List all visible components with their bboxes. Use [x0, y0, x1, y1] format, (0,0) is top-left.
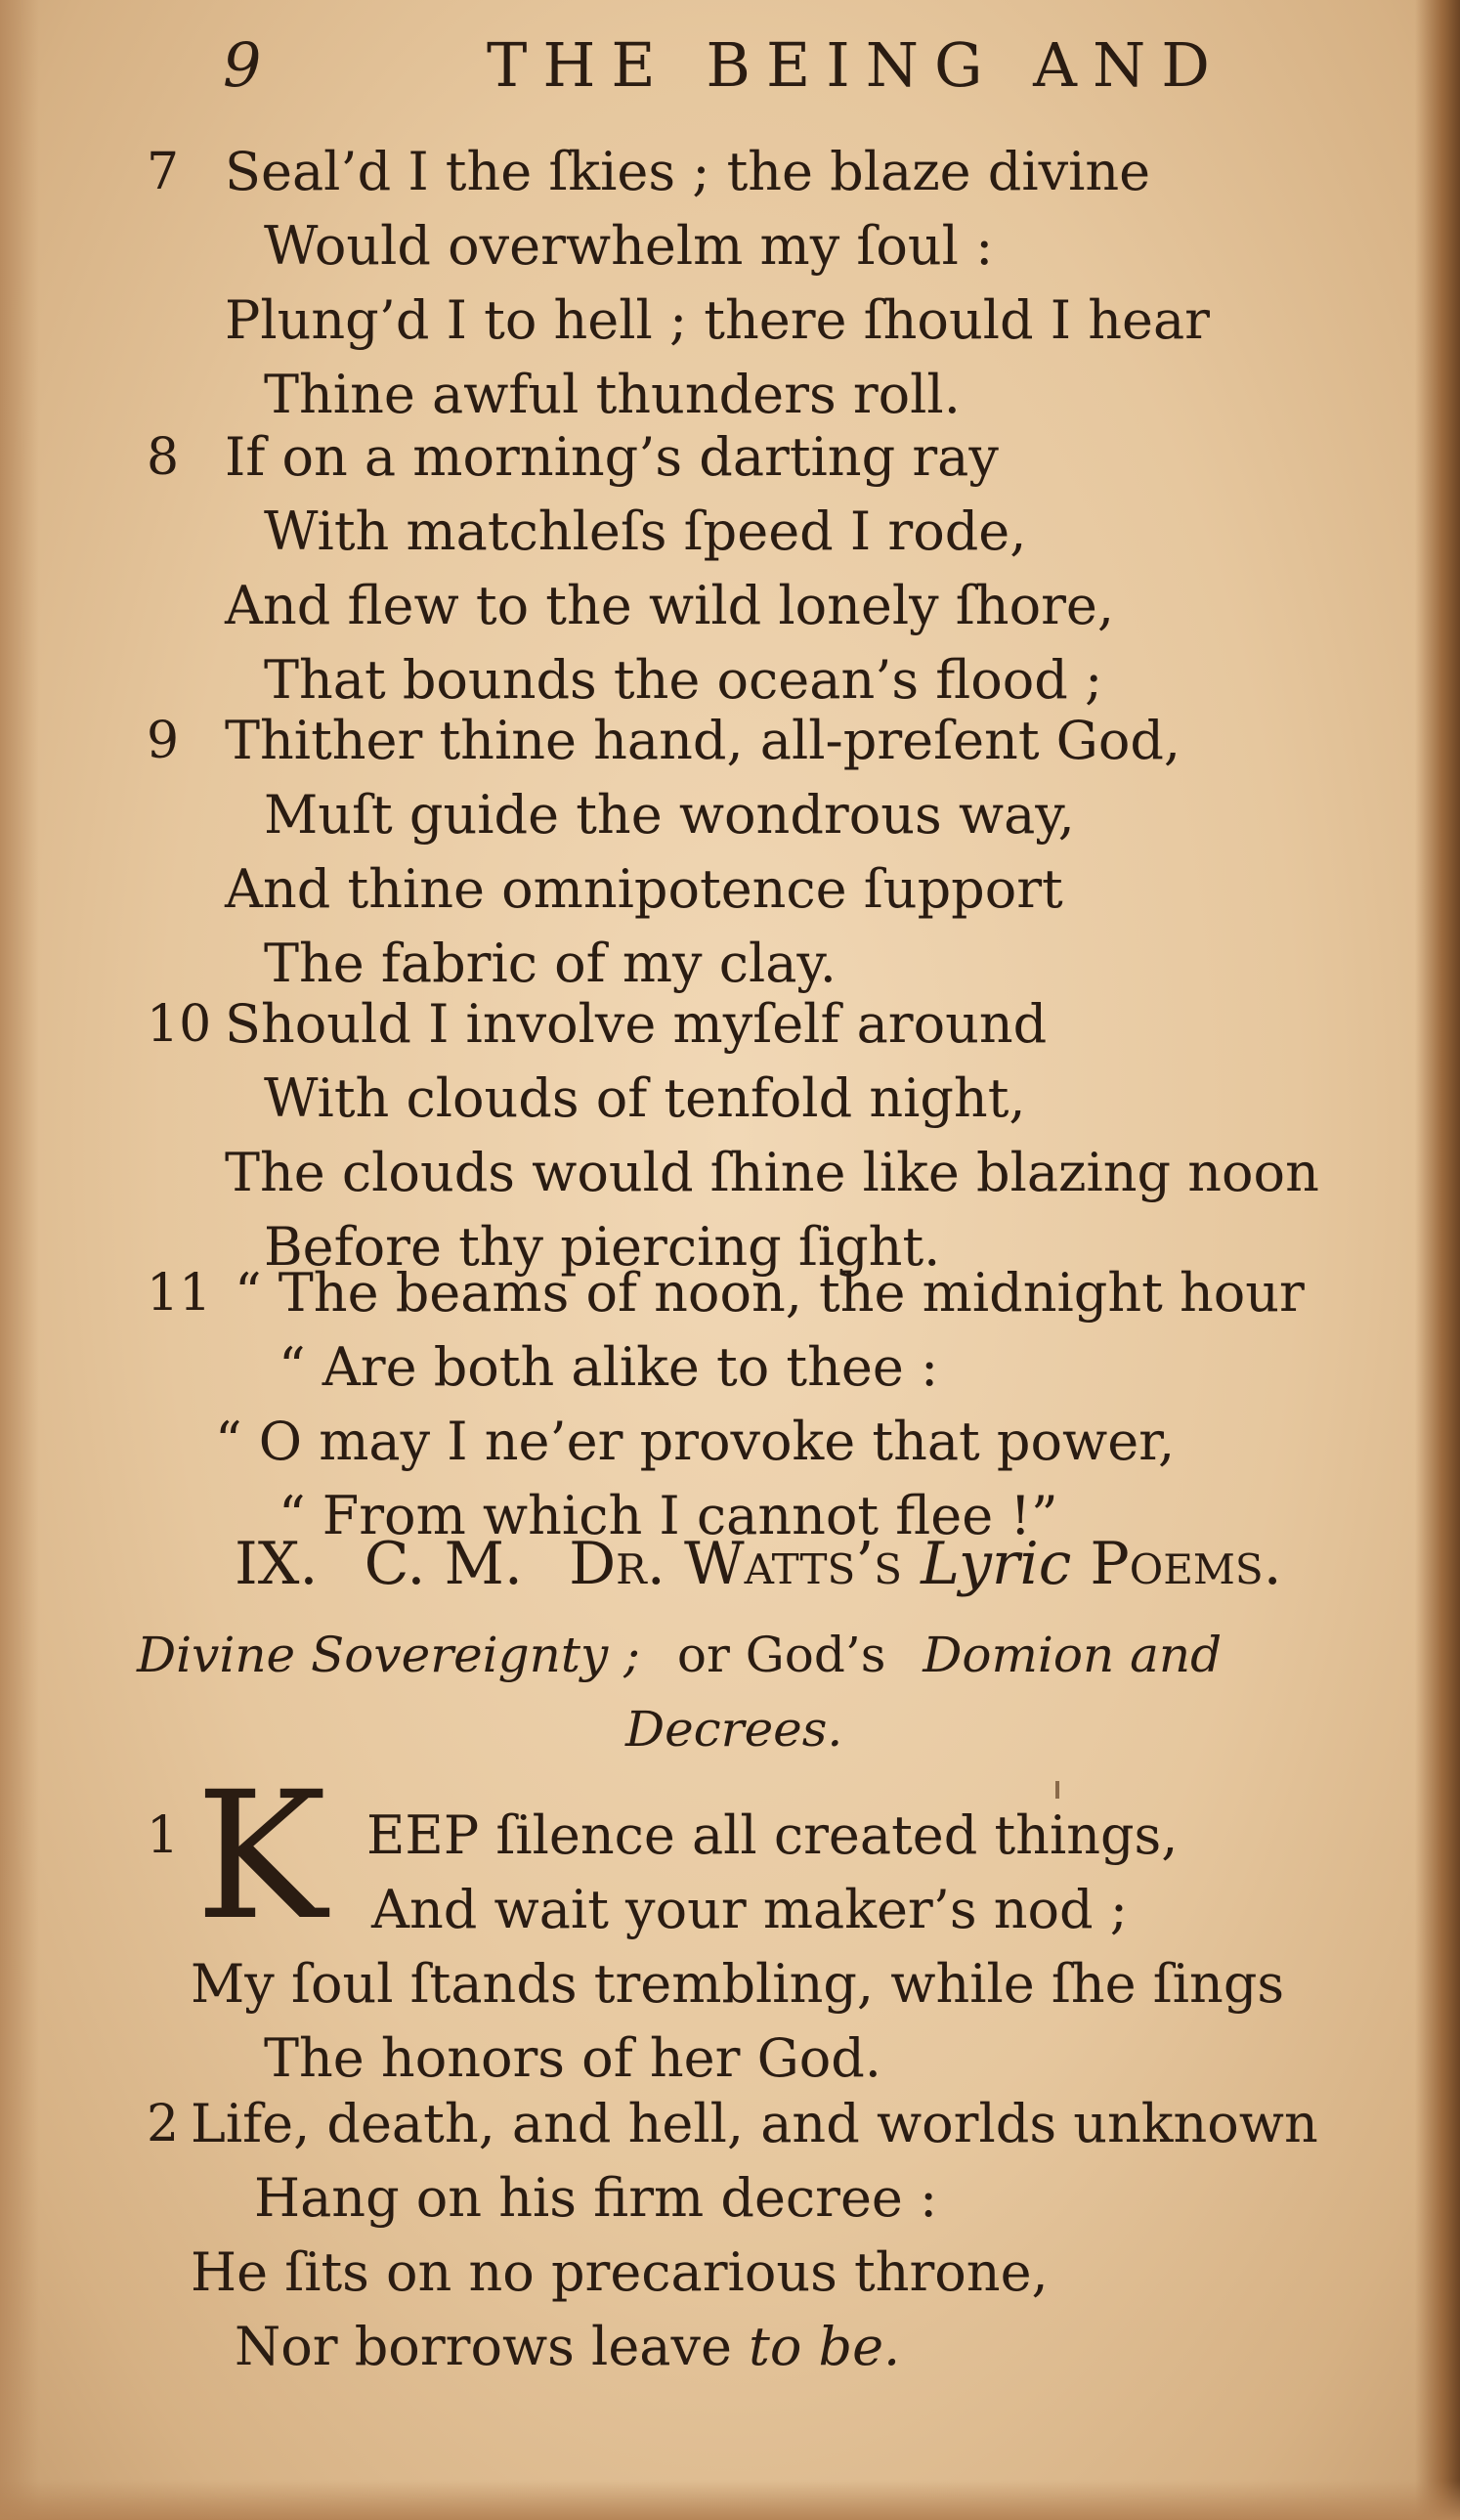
stanza-7: [147, 135, 1378, 432]
hymn-source: Poems.: [1090, 1530, 1282, 1598]
verse-line: The honors of her God.: [264, 2027, 881, 2089]
subtitle-part-2: or God’s: [676, 1627, 886, 1683]
stanza-number: 1: [147, 1806, 180, 1865]
hymn-meter: C. M.: [364, 1530, 523, 1598]
hymn-stanza-1: [147, 1799, 1378, 2096]
stanza-number: 11: [147, 1264, 212, 1323]
hymn-subtitle: [137, 1623, 1368, 1687]
verse-line: Would overwhelm my ſoul :: [264, 215, 994, 277]
verse-line: “ O may I ne’er provoke that power,: [215, 1411, 1176, 1472]
verse-line: And wait your maker’s nod ;: [371, 1879, 1128, 1940]
verse-line: Life, death, and hell, and worlds unknown: [191, 2093, 1318, 2154]
page-header: [223, 22, 1225, 109]
verse-line: If on a morning’s darting ray: [225, 426, 999, 488]
verse-line: He ſits on no precarious throne,: [191, 2241, 1049, 2303]
page-number: 9: [223, 29, 262, 101]
stanza-9: [147, 704, 1378, 1001]
page-shadow-left: [0, 0, 39, 2520]
page-shadow-bottom: [0, 2481, 1460, 2520]
verse-line: With clouds of tenfold night,: [264, 1067, 1026, 1129]
printer-mark: [1055, 1781, 1059, 1799]
hymn-subtitle-line-2: Decrees.: [625, 1701, 843, 1758]
verse-line-italic: to be.: [749, 2316, 901, 2377]
subtitle-part-1: Divine Sovereignty ;: [137, 1627, 640, 1683]
verse-line: “ The beams of noon, the midnight hour: [235, 1262, 1305, 1324]
stanza-number: 7: [147, 143, 180, 201]
stanza-10: [147, 987, 1378, 1284]
running-title: THE BEING AND: [487, 29, 1225, 101]
verse-line: With matchleſs ſpeed I rode,: [264, 500, 1027, 562]
verse-line: Hang on his firm decree :: [254, 2167, 938, 2229]
hymn-source-italic: Lyric: [921, 1530, 1072, 1598]
verse-line: The fabric of my clay.: [264, 933, 837, 994]
stanza-number: 8: [147, 428, 180, 487]
verse-line: “ Are both alike to thee :: [279, 1336, 939, 1398]
verse-line: “ From which I cannot flee !”: [279, 1485, 1058, 1546]
verse-line: Thine awful thunders roll.: [264, 364, 961, 425]
verse-line-last: [235, 2310, 900, 2384]
hymn-author: Dr. Watts’s: [569, 1530, 903, 1598]
drop-cap: K: [195, 1755, 327, 1959]
subtitle-part-3: Domion and: [923, 1627, 1223, 1683]
verse-line: And thine omnipotence ſupport: [225, 858, 1063, 920]
page-binding-edge: [1415, 0, 1460, 2520]
verse-line: And flew to the wild lonely ſhore,: [225, 575, 1115, 636]
stanza-number: 10: [147, 995, 212, 1054]
verse-line: Seal’d I the ſkies ; the blaze divine: [225, 141, 1151, 202]
stanza-11: [147, 1256, 1378, 1553]
verse-line: Plung’d I to hell ; there ſhould I hear: [225, 289, 1210, 351]
hymn-numeral: IX.: [235, 1530, 319, 1598]
stanza-number: 9: [147, 712, 180, 770]
verse-line: Muſt guide the wondrous way,: [264, 784, 1075, 846]
stanza-8: [147, 420, 1378, 717]
verse-line: EEP ſilence all created things,: [366, 1804, 1179, 1866]
verse-line: Thither thine hand, all-preſent God,: [225, 710, 1181, 771]
verse-line: Should I involve myſelf around: [225, 993, 1048, 1055]
verse-line: My ſoul ſtands trembling, while ſhe ſings: [191, 1953, 1285, 2015]
verse-line: Before thy piercing ſight.: [264, 1216, 941, 1278]
stanza-number: 2: [147, 2095, 180, 2153]
hymn-stanza-2: [147, 2087, 1378, 2384]
hymn-heading: [235, 1525, 1310, 1603]
verse-line: That bounds the ocean’s flood ;: [264, 649, 1103, 711]
verse-line-roman: Nor borrows leave: [235, 2316, 732, 2377]
verse-line: The clouds would ſhine like blazing noon: [225, 1142, 1319, 1203]
